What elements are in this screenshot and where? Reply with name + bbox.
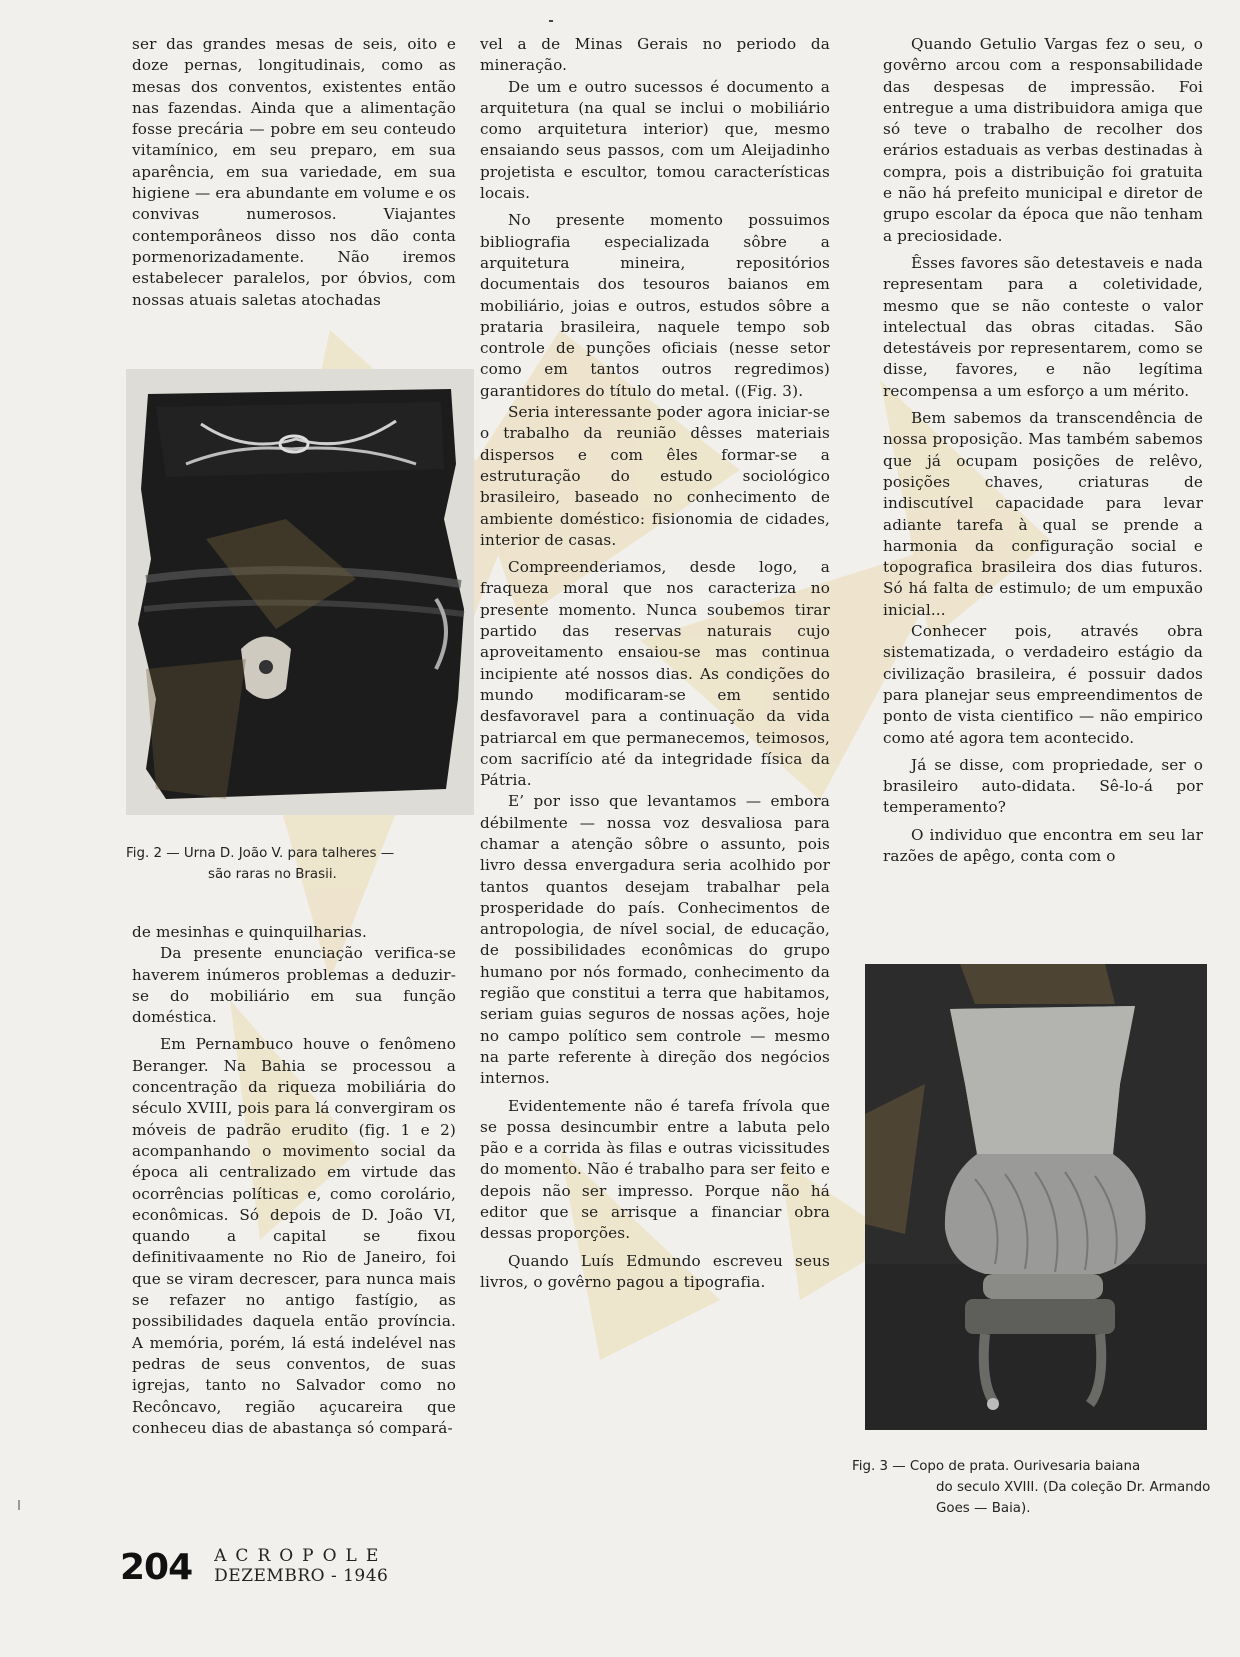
caption-line: são raras no Brasii. xyxy=(208,867,337,882)
paragraph: O individuo que encontra em seu lar razões de apêgo, conta com o xyxy=(883,825,1203,865)
paragraph: Conhecer pois, através obra sistematizada, o verdadeiro estágio da civilização brasileira, é possuir dados para planejar seus empreendimentos de ponto de vista cientifico — não empirico como até agora tem acontecido. xyxy=(883,622,1203,747)
page-footer xyxy=(120,1546,388,1586)
caption-line: Fig. 3 — Copo de prata. Ourivesaria baiana xyxy=(852,1459,1141,1474)
paragraph: Já se disse, com propriedade, ser o brasileiro auto-didata. Sê-lo-á por temperamento? xyxy=(883,755,1203,817)
silver-cup-illustration xyxy=(865,964,1207,1430)
article-column-3 xyxy=(883,34,1203,867)
paragraph: Evidentemente não é tarefa frívola que se possa desincumbir entre a labuta pelo pão e a corrida às filas e outras vicissitudes do momento. Não é trabalho para ser feito e depois não ser impresso. Porque não há editor que se arrisque a financiar obra dessas proporções. xyxy=(480,1096,830,1243)
page-number: 204 xyxy=(120,1547,193,1588)
print-speck xyxy=(18,1500,20,1510)
paragraph: Quando Getulio Vargas fez o seu, o govêrno arcou com a responsabilidade das despesas de impressão. Foi entregue a uma distribuidora amiga que só teve o trabalho de recolher dos erários estaduais as verbas destinadas à compra, pois a distribuição foi gratuita e não há prefeito municipal e diretor de grupo escolar da época que não tenham a preciosidade. xyxy=(883,35,1203,245)
magazine-title: ACROPOLE xyxy=(214,1546,388,1566)
paragraph: Bem sabemos da transcendência de nossa proposição. Mas também sabemos que já ocupam posições de relêvo, posições chaves, criaturas de indiscutível capacidade para levar adiante tarefa à qual se prende a harmonia da configuração social e topografica brasileira dos dias futuros. Só há falta de estimulo; de um empuxão inicial... xyxy=(883,409,1203,619)
paragraph: de mesinhas e quinquilharias. xyxy=(132,923,367,941)
paragraph: No presente momento possuimos bibliografia especializada sôbre a arquitetura mineira, repositórios documentais dos tesouros baianos em mobiliário, joias e outros, estudos sôbre a prataria brasileira, naquele tempo sob controle de punções oficiais (nesse setor como em tantos outros regredimos) garantidores do título do metal. ((Fig. 3). xyxy=(480,211,830,400)
issue-date: DEZEMBRO - 1946 xyxy=(214,1566,389,1586)
print-speck xyxy=(549,20,553,22)
paragraph: Seria interessante poder agora iniciar-se o trabalho da reunião dêsses materiais dispersos e com êles formar-se a estruturação do estudo sociológico brasileiro, baseado no conhecimento de ambiente doméstico: fisionomia de cidades, interior de casas. xyxy=(480,403,830,549)
paragraph: Da presente enunciação verifica-se haverem inúmeros problemas a deduzir-se do mobiliário em sua função doméstica. xyxy=(132,944,456,1027)
article-column-1-top xyxy=(132,34,456,311)
paragraph: Êsses favores são detestaveis e nada representam para a coletividade, mesmo que se não conteste o valor intelectual das obras citadas. São detestáveis por representarem, como se disse, favores, e não legítima recompensa a um esforço a um mérito. xyxy=(883,253,1203,400)
article-column-1-bottom xyxy=(132,922,456,1439)
paragraph: E’ por isso que levantamos — embora débilmente — nossa voz desvaliosa para chamar a atenção sôbre o assunto, pois livro dessa envergadura seria acolhido por tantos quantos desejam trabalhar pela prosperidade do país. Conhecimentos de antropologia, de nível social, de educação, de possibilidades econômicas do grupo humano por nós formado, conhecimento da região que constitui a terra que habitamos, seriam guias seguros de nossas ações, hoje no campo político sem controle — mesmo na parte referente à direção dos negócios internos. xyxy=(480,792,830,1088)
urn-illustration xyxy=(126,369,474,815)
caption-line: do seculo XVIII. (Da coleção Dr. Armando Goes — Baia). xyxy=(936,1480,1211,1516)
paragraph: Quando Luís Edmundo escreveu seus livros, o govêrno pagou a tipografia. xyxy=(480,1251,830,1291)
figure-2-urn-image xyxy=(126,369,474,815)
figure-2-caption xyxy=(126,843,476,885)
paragraph: Em Pernambuco houve o fenômeno Beranger. Na Bahia se processou a concentração da riqueza mobiliária do século XVIII, pois para lá convergiram os móveis de padrão erudito (fig. 1 e 2) acompanhando o movimento social da época ali centralizado em virtude das ocorrências políticas e, como corolário, econômicas. Só depois de D. João VI, quando a capital se fixou definitivaamente no Rio de Janeiro, foi que se viram decrescer, para nunca mais se refazer no antigo fastígio, as possibilidades daquela então província. A memória, porém, lá está indelével nas pedras de seus conventos, de suas igrejas, tanto no Salvador como no Recôncavo, região açucareira que conheceu dias de abastança só compará- xyxy=(132,1035,456,1437)
paragraph: vel a de Minas Gerais no periodo da mineração. xyxy=(480,35,830,75)
paragraph: ser das grandes mesas de seis, oito e doze pernas, longitudinais, como as mesas dos conventos, existentes então nas fazendas. Ainda que a alimentação fosse precária — pobre em seu conteudo vitamínico, em seu preparo, em sua aparência, em sua variedade, em sua higiene — era abundante em volume e os convivas numerosos. Viajantes contemporâneos disso nos dão conta pormenorizadamente. Não iremos estabelecer paralelos, por óbvios, com nossas atuais saletas atochadas xyxy=(132,35,457,309)
magazine-masthead xyxy=(214,1546,388,1586)
paragraph: De um e outro sucessos é documento a arquitetura (na qual se inclui o mobiliário como arquitetura interior) que, mesmo ensaiando seus passos, com um Aleijadinho projetista e escultor, tomou características locais. xyxy=(480,77,830,203)
figure-3-silver-cup-image xyxy=(865,964,1207,1430)
article-column-2 xyxy=(480,34,830,1293)
caption-line: Fig. 2 — Urna D. João V. para talheres — xyxy=(126,846,395,861)
paragraph: Compreenderiamos, desde logo, a fraqueza moral que nos caracteriza no presente momento. Nunca soubemos tirar partido das reservas naturais cujo aproveitamento ensaiou-se mas continua incipiente até nossos dias. As condições do mundo modificaram-se em sentido desfavoravel para a continuação da vida patriarcal em que permanecemos, teimosos, com sacrifício até da integridade física da Pátria. xyxy=(480,558,830,790)
figure-3-caption xyxy=(852,1456,1224,1519)
